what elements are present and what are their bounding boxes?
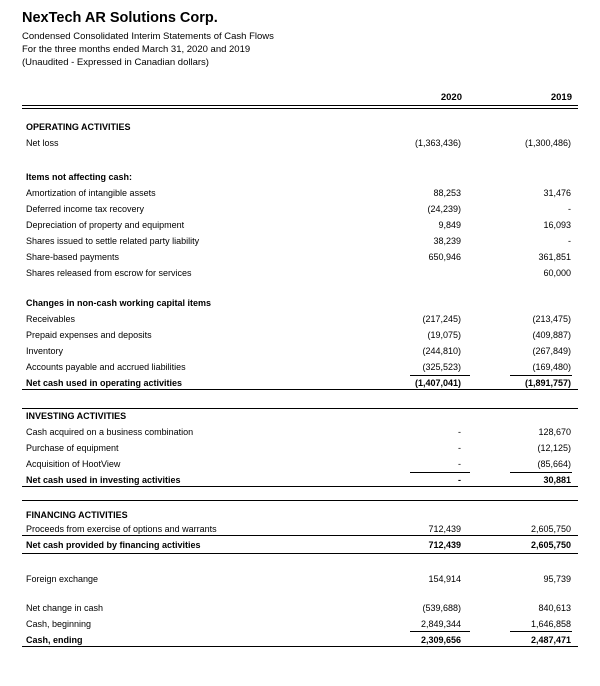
table-row	[0, 473, 600, 487]
row-label: Net cash provided by financing activities	[26, 540, 201, 550]
table-row	[0, 522, 600, 536]
row-label: Items not affecting cash:	[26, 172, 133, 182]
company-title: NexTech AR Solutions Corp.	[22, 10, 218, 26]
value-2019: 361,851	[538, 252, 571, 262]
value-2020: -	[458, 427, 461, 437]
table-row	[0, 409, 600, 423]
rule-subtotal-operating-2019	[510, 375, 572, 376]
value-2020: (1,407,041)	[414, 378, 461, 388]
row-label: Share-based payments	[26, 252, 120, 262]
table-row	[0, 572, 600, 586]
table-row	[0, 250, 600, 264]
value-2019: -	[568, 236, 571, 246]
table-row	[0, 457, 600, 471]
row-label: Net change in cash	[26, 603, 104, 613]
table-row	[0, 186, 600, 200]
value-2019: (1,300,486)	[524, 138, 571, 148]
table-row	[0, 234, 600, 248]
value-2020: 9,849	[438, 220, 461, 230]
rule-operating-total	[22, 389, 578, 390]
row-label: Cash, ending	[26, 635, 83, 645]
row-label: Acquisition of HootView	[26, 459, 121, 469]
value-2019: (169,480)	[532, 362, 571, 372]
row-label: OPERATING ACTIVITIES	[26, 122, 131, 132]
value-2020: 712,439	[428, 540, 461, 550]
value-2019: (85,664)	[537, 459, 571, 469]
rule-investing-section-end	[22, 500, 578, 501]
value-2019: (409,887)	[532, 330, 571, 340]
value-2020: 88,253	[433, 188, 461, 198]
value-2020: 154,914	[428, 574, 461, 584]
table-row	[0, 296, 600, 310]
row-label: Proceeds from exercise of options and warrants	[26, 524, 217, 534]
table-row	[0, 344, 600, 358]
row-label: Cash acquired on a business combination	[26, 427, 194, 437]
value-2020: 38,239	[433, 236, 461, 246]
value-2020: -	[458, 475, 461, 485]
table-row	[0, 441, 600, 455]
row-label: Shares released from escrow for services	[26, 268, 192, 278]
rule-operating-section-end	[22, 408, 578, 409]
row-label: Net cash used in operating activities	[26, 378, 183, 388]
row-label: Depreciation of property and equipment	[26, 220, 185, 230]
value-2019: -	[568, 204, 571, 214]
value-2019: (1,891,757)	[524, 378, 571, 388]
value-2020: (24,239)	[427, 204, 461, 214]
rule-subtotal-operating-2020	[410, 375, 470, 376]
rule-cash-ending	[22, 646, 578, 647]
table-row	[0, 328, 600, 342]
statement-period: For the three months ended March 31, 2020 and 2019	[22, 44, 251, 55]
table-row	[0, 633, 600, 647]
column-header-2019: 2019	[550, 92, 572, 103]
value-2019: 840,613	[538, 603, 571, 613]
row-label: Changes in non-cash working capital items	[26, 298, 212, 308]
value-2019: (12,125)	[537, 443, 571, 453]
value-2020: (244,810)	[422, 346, 461, 356]
value-2019: 2,605,750	[530, 524, 571, 534]
row-label: INVESTING ACTIVITIES	[26, 411, 127, 421]
row-label: Cash, beginning	[26, 619, 92, 629]
header-rule-double	[22, 108, 578, 109]
table-row	[0, 170, 600, 184]
row-label: Amortization of intangible assets	[26, 188, 156, 198]
value-2019: 30,881	[543, 475, 571, 485]
value-2020: 712,439	[428, 524, 461, 534]
table-row	[0, 508, 600, 522]
value-2019: (213,475)	[532, 314, 571, 324]
rule-subtotal-investing-2020	[410, 472, 470, 473]
column-header-2020: 2020	[440, 92, 462, 103]
rule-subtotal-investing-2019	[510, 472, 572, 473]
row-label: Foreign exchange	[26, 574, 99, 584]
table-row	[0, 601, 600, 615]
value-2019: 95,739	[543, 574, 571, 584]
row-label: Accounts payable and accrued liabilities	[26, 362, 186, 372]
value-2019: 16,093	[543, 220, 571, 230]
value-2020: 2,849,344	[420, 619, 461, 629]
value-2020: 650,946	[428, 252, 461, 262]
row-label: Prepaid expenses and deposits	[26, 330, 152, 340]
value-2019: 60,000	[543, 268, 571, 278]
table-row	[0, 360, 600, 374]
value-2020: (19,075)	[427, 330, 461, 340]
table-row	[0, 136, 600, 150]
row-label: Net cash used in investing activities	[26, 475, 181, 485]
table-row	[0, 218, 600, 232]
table-row	[0, 312, 600, 326]
table-row	[0, 617, 600, 631]
value-2020: (217,245)	[422, 314, 461, 324]
row-label: Deferred income tax recovery	[26, 204, 145, 214]
row-label: FINANCING ACTIVITIES	[26, 510, 128, 520]
row-label: Receivables	[26, 314, 76, 324]
table-row	[0, 538, 600, 552]
value-2019: 2,487,471	[530, 635, 571, 645]
table-row	[0, 120, 600, 134]
rule-investing-total	[22, 486, 578, 487]
rule-financing-total	[22, 553, 578, 554]
table-row	[0, 266, 600, 280]
value-2020: -	[458, 459, 461, 469]
statement-basis: (Unaudited - Expressed in Canadian dollars)	[22, 57, 209, 68]
row-label: Inventory	[26, 346, 64, 356]
value-2020: (539,688)	[422, 603, 461, 613]
value-2019: (267,849)	[532, 346, 571, 356]
row-label: Purchase of equipment	[26, 443, 119, 453]
rule-subtotal-financing	[22, 535, 578, 536]
rule-cash-subtotal-2019	[510, 631, 572, 632]
value-2020: -	[458, 443, 461, 453]
row-label: Net loss	[26, 138, 59, 148]
value-2020: (325,523)	[422, 362, 461, 372]
header-rule	[22, 105, 578, 106]
rule-cash-subtotal-2020	[410, 631, 470, 632]
value-2019: 31,476	[543, 188, 571, 198]
statement-title: Condensed Consolidated Interim Statements of Cash Flows	[22, 31, 274, 42]
value-2020: 2,309,656	[420, 635, 461, 645]
table-row	[0, 202, 600, 216]
value-2020: (1,363,436)	[414, 138, 461, 148]
value-2019: 128,670	[538, 427, 571, 437]
row-label: Shares issued to settle related party liability	[26, 236, 200, 246]
value-2019: 1,646,858	[530, 619, 571, 629]
table-row	[0, 376, 600, 390]
table-row	[0, 425, 600, 439]
value-2019: 2,605,750	[530, 540, 571, 550]
